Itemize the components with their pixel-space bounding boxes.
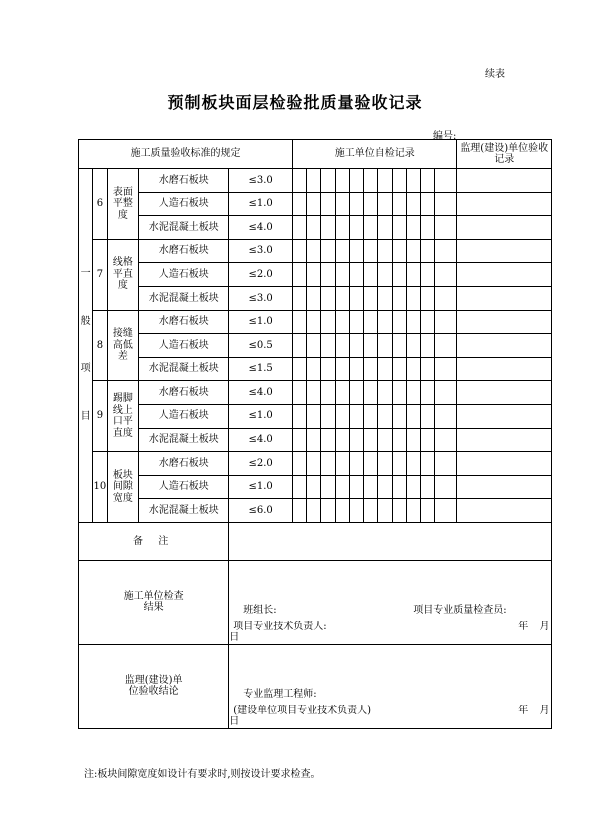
self-check-cell[interactable] xyxy=(307,239,321,263)
item-number: 6 xyxy=(93,169,107,240)
self-check-cell[interactable] xyxy=(364,381,378,405)
self-check-cell[interactable] xyxy=(421,475,435,499)
material-cell: 人造石板块 xyxy=(139,192,229,216)
self-check-cell[interactable] xyxy=(378,216,392,240)
material-cell: 水磨石板块 xyxy=(139,452,229,476)
self-check-cell[interactable] xyxy=(406,381,420,405)
self-check-cell[interactable] xyxy=(307,357,321,381)
self-check-cell[interactable] xyxy=(307,286,321,310)
table-row xyxy=(79,357,552,381)
self-check-cell[interactable] xyxy=(292,499,306,523)
self-check-cell[interactable] xyxy=(378,428,392,452)
self-check-cell[interactable] xyxy=(378,334,392,358)
supervision-cell[interactable] xyxy=(457,192,552,216)
self-check-cell[interactable] xyxy=(349,452,363,476)
construction-lead-label: 项目专业技术负责人: xyxy=(233,620,327,632)
self-check-cell[interactable] xyxy=(335,452,349,476)
category-cell xyxy=(79,169,93,523)
self-check-cell[interactable] xyxy=(421,334,435,358)
self-check-cell[interactable] xyxy=(378,452,392,476)
self-check-cell[interactable] xyxy=(421,428,435,452)
item-label-text: 表面平整度 xyxy=(112,186,133,221)
self-check-cell[interactable] xyxy=(378,310,392,334)
material-cell: 人造石板块 xyxy=(139,404,229,428)
construction-date: 年 月 日 xyxy=(229,620,550,644)
construction-lead-area[interactable] xyxy=(229,621,552,645)
self-check-cell[interactable] xyxy=(364,334,378,358)
self-check-cell[interactable] xyxy=(406,334,420,358)
self-check-cell[interactable] xyxy=(435,357,457,381)
self-check-header: 施工单位自检记录 xyxy=(292,140,456,169)
supervision-date: 年 月 日 xyxy=(229,704,550,728)
self-check-cell[interactable] xyxy=(435,310,457,334)
limit-cell: ≤4.0 xyxy=(229,428,293,452)
limit-cell: ≤1.0 xyxy=(229,192,293,216)
self-check-cell[interactable] xyxy=(421,169,435,193)
limit-cell: ≤3.0 xyxy=(229,169,293,193)
table-row xyxy=(79,334,552,358)
self-check-cell[interactable] xyxy=(406,475,420,499)
self-check-cell[interactable] xyxy=(378,404,392,428)
self-check-cell[interactable] xyxy=(321,381,335,405)
self-check-cell[interactable] xyxy=(392,334,406,358)
self-check-cell[interactable] xyxy=(435,263,457,287)
limit-cell: ≤2.0 xyxy=(229,452,293,476)
self-check-cell[interactable] xyxy=(321,452,335,476)
self-check-cell[interactable] xyxy=(392,169,406,193)
item-label xyxy=(107,169,139,240)
self-check-cell[interactable] xyxy=(321,499,335,523)
footnote: 注:板块间隙宽度如设计有要求时,则按设计要求检查。 xyxy=(84,769,321,780)
limit-cell: ≤6.0 xyxy=(229,499,293,523)
self-check-cell[interactable] xyxy=(378,192,392,216)
self-check-cell[interactable] xyxy=(435,475,457,499)
supervision-label-text: 监理(建设)单位验收结论 xyxy=(124,674,183,698)
material-cell: 人造石板块 xyxy=(139,263,229,287)
self-check-cell[interactable] xyxy=(321,192,335,216)
table-row xyxy=(79,428,552,452)
material-cell: 水泥混凝土板块 xyxy=(139,216,229,240)
category-char: 目 xyxy=(80,410,91,422)
supervision-cell[interactable] xyxy=(457,239,552,263)
material-cell: 水泥混凝土板块 xyxy=(139,499,229,523)
self-check-cell[interactable] xyxy=(307,475,321,499)
self-check-cell[interactable] xyxy=(435,192,457,216)
self-check-cell[interactable] xyxy=(406,357,420,381)
limit-cell: ≤4.0 xyxy=(229,381,293,405)
table-row xyxy=(79,310,552,334)
self-check-cell[interactable] xyxy=(406,286,420,310)
remarks-label: 备 注 xyxy=(79,522,229,560)
self-check-cell[interactable] xyxy=(364,239,378,263)
self-check-cell[interactable] xyxy=(364,475,378,499)
self-check-cell[interactable] xyxy=(392,357,406,381)
self-check-cell[interactable] xyxy=(392,192,406,216)
item-label-text: 线格平直度 xyxy=(112,257,133,292)
self-check-cell[interactable] xyxy=(292,310,306,334)
table-row xyxy=(79,263,552,287)
self-check-cell[interactable] xyxy=(421,404,435,428)
self-check-cell[interactable] xyxy=(307,216,321,240)
self-check-cell[interactable] xyxy=(335,357,349,381)
number-label: 编号: xyxy=(433,131,457,142)
self-check-cell[interactable] xyxy=(307,169,321,193)
supervision-cell[interactable] xyxy=(457,286,552,310)
remarks-field[interactable] xyxy=(229,522,552,560)
self-check-cell[interactable] xyxy=(349,381,363,405)
supervision-cell[interactable] xyxy=(457,216,552,240)
self-check-cell[interactable] xyxy=(392,404,406,428)
self-check-cell[interactable] xyxy=(435,404,457,428)
self-check-cell[interactable] xyxy=(321,169,335,193)
standard-header: 施工质量验收标准的规定 xyxy=(79,140,293,169)
self-check-cell[interactable] xyxy=(321,334,335,358)
item-label-text: 接缝高低差 xyxy=(112,328,133,363)
self-check-cell[interactable] xyxy=(335,404,349,428)
self-check-cell[interactable] xyxy=(421,216,435,240)
self-check-cell[interactable] xyxy=(378,475,392,499)
self-check-cell[interactable] xyxy=(349,239,363,263)
self-check-cell[interactable] xyxy=(307,499,321,523)
self-check-cell[interactable] xyxy=(378,381,392,405)
self-check-cell[interactable] xyxy=(335,381,349,405)
self-check-cell[interactable] xyxy=(364,263,378,287)
self-check-cell[interactable] xyxy=(349,216,363,240)
self-check-cell[interactable] xyxy=(421,452,435,476)
item-label-text: 踢脚线上口平直度 xyxy=(112,393,133,439)
self-check-cell[interactable] xyxy=(292,263,306,287)
self-check-cell[interactable] xyxy=(335,310,349,334)
self-check-cell[interactable] xyxy=(292,428,306,452)
table-header-row xyxy=(79,140,552,169)
self-check-cell[interactable] xyxy=(292,169,306,193)
supervision-cell[interactable] xyxy=(457,263,552,287)
self-check-cell[interactable] xyxy=(349,428,363,452)
supervision-sign-line-1: 专业监理工程师: xyxy=(243,689,317,701)
limit-cell: ≤3.0 xyxy=(229,286,293,310)
self-check-cell[interactable] xyxy=(321,263,335,287)
category-char: 一 xyxy=(80,268,91,280)
material-cell: 水磨石板块 xyxy=(139,239,229,263)
self-check-cell[interactable] xyxy=(292,452,306,476)
remarks-row xyxy=(79,522,552,560)
self-check-cell[interactable] xyxy=(364,404,378,428)
self-check-cell[interactable] xyxy=(435,286,457,310)
supervision-row xyxy=(79,644,552,705)
page-title: 预制板块面层检验批质量验收记录 xyxy=(167,93,423,112)
construction-sign-line-1: 班组长: xyxy=(243,605,277,617)
self-check-cell[interactable] xyxy=(378,357,392,381)
self-check-cell[interactable] xyxy=(421,357,435,381)
self-check-cell[interactable] xyxy=(307,263,321,287)
supervision-label xyxy=(79,644,229,728)
self-check-cell[interactable] xyxy=(406,310,420,334)
self-check-cell[interactable] xyxy=(292,286,306,310)
supervision-signature-area[interactable] xyxy=(229,644,552,705)
table-row xyxy=(79,404,552,428)
self-check-cell[interactable] xyxy=(406,239,420,263)
supervision-cell[interactable] xyxy=(457,428,552,452)
limit-cell: ≤1.5 xyxy=(229,357,293,381)
self-check-cell[interactable] xyxy=(392,499,406,523)
self-check-cell[interactable] xyxy=(349,475,363,499)
self-check-cell[interactable] xyxy=(321,428,335,452)
table-row xyxy=(79,381,552,405)
self-check-cell[interactable] xyxy=(335,192,349,216)
self-check-cell[interactable] xyxy=(321,475,335,499)
self-check-cell[interactable] xyxy=(392,428,406,452)
self-check-cell[interactable] xyxy=(307,452,321,476)
limit-cell: ≤2.0 xyxy=(229,263,293,287)
item-label-text: 板块间隙宽度 xyxy=(112,469,133,504)
category-char: 项 xyxy=(80,363,91,375)
table-row xyxy=(79,169,552,193)
table-row xyxy=(79,499,552,523)
self-check-cell[interactable] xyxy=(307,381,321,405)
self-check-cell[interactable] xyxy=(421,263,435,287)
item-number: 7 xyxy=(93,239,107,310)
self-check-cell[interactable] xyxy=(364,357,378,381)
self-check-cell[interactable] xyxy=(349,263,363,287)
self-check-cell[interactable] xyxy=(335,216,349,240)
self-check-cell[interactable] xyxy=(435,499,457,523)
limit-cell: ≤4.0 xyxy=(229,216,293,240)
self-check-cell[interactable] xyxy=(435,334,457,358)
self-check-cell[interactable] xyxy=(335,334,349,358)
self-check-cell[interactable] xyxy=(364,216,378,240)
self-check-cell[interactable] xyxy=(406,452,420,476)
self-check-cell[interactable] xyxy=(335,428,349,452)
self-check-cell[interactable] xyxy=(349,334,363,358)
self-check-cell[interactable] xyxy=(378,169,392,193)
self-check-cell[interactable] xyxy=(349,499,363,523)
supervision-cell[interactable] xyxy=(457,310,552,334)
self-check-cell[interactable] xyxy=(364,192,378,216)
self-check-cell[interactable] xyxy=(392,263,406,287)
material-cell: 水泥混凝土板块 xyxy=(139,428,229,452)
construction-row xyxy=(79,560,552,621)
self-check-cell[interactable] xyxy=(292,357,306,381)
self-check-cell[interactable] xyxy=(378,263,392,287)
self-check-cell[interactable] xyxy=(406,169,420,193)
self-check-cell[interactable] xyxy=(321,286,335,310)
self-check-cell[interactable] xyxy=(421,381,435,405)
supervision-cell[interactable] xyxy=(457,475,552,499)
item-label xyxy=(107,239,139,310)
limit-cell: ≤0.5 xyxy=(229,334,293,358)
table-row xyxy=(79,475,552,499)
self-check-cell[interactable] xyxy=(364,499,378,523)
self-check-cell[interactable] xyxy=(392,452,406,476)
self-check-cell[interactable] xyxy=(364,169,378,193)
self-check-cell[interactable] xyxy=(292,381,306,405)
self-check-cell[interactable] xyxy=(349,169,363,193)
supervision-cell[interactable] xyxy=(457,404,552,428)
self-check-cell[interactable] xyxy=(392,286,406,310)
self-check-cell[interactable] xyxy=(378,239,392,263)
self-check-cell[interactable] xyxy=(406,263,420,287)
self-check-cell[interactable] xyxy=(321,239,335,263)
self-check-cell[interactable] xyxy=(364,452,378,476)
self-check-cell[interactable] xyxy=(335,286,349,310)
self-check-cell[interactable] xyxy=(392,310,406,334)
item-number: 8 xyxy=(93,310,107,381)
self-check-cell[interactable] xyxy=(292,404,306,428)
self-check-cell[interactable] xyxy=(435,216,457,240)
self-check-cell[interactable] xyxy=(421,286,435,310)
table-row xyxy=(79,239,552,263)
item-label xyxy=(107,310,139,381)
self-check-cell[interactable] xyxy=(292,192,306,216)
construction-sign-line-2: 项目专业质量检查员: xyxy=(413,605,507,617)
self-check-cell[interactable] xyxy=(406,428,420,452)
self-check-cell[interactable] xyxy=(321,216,335,240)
material-cell: 水磨石板块 xyxy=(139,169,229,193)
construction-label-text: 施工单位检查结果 xyxy=(123,590,184,614)
item-number: 9 xyxy=(93,381,107,452)
self-check-cell[interactable] xyxy=(321,310,335,334)
self-check-cell[interactable] xyxy=(392,239,406,263)
construction-signature-area[interactable] xyxy=(229,560,552,621)
item-label xyxy=(107,452,139,523)
self-check-cell[interactable] xyxy=(307,404,321,428)
supervision-lead-label: (建设单位项目专业技术负责人) xyxy=(233,704,372,716)
self-check-cell[interactable] xyxy=(435,381,457,405)
inspection-table xyxy=(78,139,552,729)
material-cell: 水磨石板块 xyxy=(139,310,229,334)
supervision-lead-area[interactable] xyxy=(229,705,552,729)
self-check-cell[interactable] xyxy=(321,404,335,428)
self-check-cell[interactable] xyxy=(307,310,321,334)
self-check-cell[interactable] xyxy=(335,239,349,263)
limit-cell: ≤3.0 xyxy=(229,239,293,263)
self-check-cell[interactable] xyxy=(307,428,321,452)
item-label xyxy=(107,381,139,452)
self-check-cell[interactable] xyxy=(292,334,306,358)
material-cell: 人造石板块 xyxy=(139,334,229,358)
self-check-cell[interactable] xyxy=(378,286,392,310)
self-check-cell[interactable] xyxy=(292,216,306,240)
material-cell: 水泥混凝土板块 xyxy=(139,357,229,381)
supervision-cell[interactable] xyxy=(457,452,552,476)
continued-label: 续表 xyxy=(485,69,505,80)
self-check-cell[interactable] xyxy=(335,169,349,193)
supervision-cell[interactable] xyxy=(457,381,552,405)
category-char: 般 xyxy=(80,315,91,327)
self-check-cell[interactable] xyxy=(421,239,435,263)
self-check-cell[interactable] xyxy=(435,452,457,476)
self-check-cell[interactable] xyxy=(307,192,321,216)
self-check-cell[interactable] xyxy=(364,428,378,452)
self-check-cell[interactable] xyxy=(335,475,349,499)
limit-cell: ≤1.0 xyxy=(229,404,293,428)
self-check-cell[interactable] xyxy=(335,499,349,523)
item-number: 10 xyxy=(93,452,107,523)
self-check-cell[interactable] xyxy=(364,286,378,310)
material-cell: 人造石板块 xyxy=(139,475,229,499)
self-check-cell[interactable] xyxy=(392,216,406,240)
self-check-cell[interactable] xyxy=(406,192,420,216)
self-check-cell[interactable] xyxy=(406,499,420,523)
self-check-cell[interactable] xyxy=(435,169,457,193)
table-row xyxy=(79,192,552,216)
self-check-cell[interactable] xyxy=(406,404,420,428)
self-check-cell[interactable] xyxy=(421,499,435,523)
supervision-cell[interactable] xyxy=(457,499,552,523)
self-check-cell[interactable] xyxy=(435,239,457,263)
supervision-cell[interactable] xyxy=(457,169,552,193)
table-row xyxy=(79,286,552,310)
material-cell: 水泥混凝土板块 xyxy=(139,286,229,310)
material-cell: 水磨石板块 xyxy=(139,381,229,405)
self-check-cell[interactable] xyxy=(349,286,363,310)
table-row xyxy=(79,452,552,476)
self-check-cell[interactable] xyxy=(406,216,420,240)
self-check-cell[interactable] xyxy=(435,428,457,452)
supervision-cell[interactable] xyxy=(457,357,552,381)
self-check-cell[interactable] xyxy=(307,334,321,358)
self-check-cell[interactable] xyxy=(421,310,435,334)
self-check-cell[interactable] xyxy=(421,192,435,216)
self-check-cell[interactable] xyxy=(335,263,349,287)
self-check-cell[interactable] xyxy=(349,404,363,428)
supervision-header: 监理(建设)单位验收记录 xyxy=(457,140,552,169)
self-check-cell[interactable] xyxy=(392,475,406,499)
self-check-cell[interactable] xyxy=(364,310,378,334)
self-check-cell[interactable] xyxy=(392,381,406,405)
self-check-cell[interactable] xyxy=(292,475,306,499)
self-check-cell[interactable] xyxy=(292,239,306,263)
self-check-cell[interactable] xyxy=(321,357,335,381)
self-check-cell[interactable] xyxy=(349,310,363,334)
construction-label xyxy=(79,560,229,644)
self-check-cell[interactable] xyxy=(349,192,363,216)
table-row xyxy=(79,216,552,240)
self-check-cell[interactable] xyxy=(378,499,392,523)
supervision-cell[interactable] xyxy=(457,334,552,358)
limit-cell: ≤1.0 xyxy=(229,310,293,334)
limit-cell: ≤1.0 xyxy=(229,475,293,499)
self-check-cell[interactable] xyxy=(349,357,363,381)
